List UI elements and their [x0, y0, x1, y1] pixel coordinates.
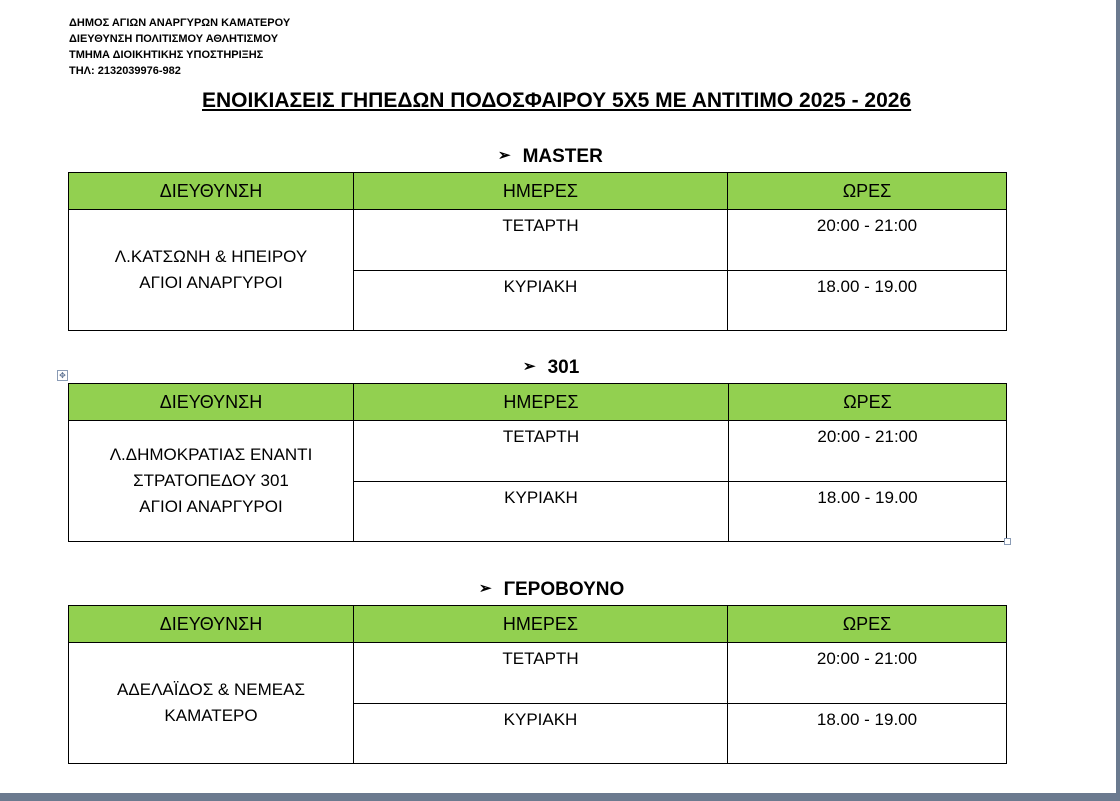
column-header-days: ΗΜΕΡΕΣ — [354, 384, 729, 421]
day-cell: ΚΥΡΙΑΚΗ — [354, 704, 728, 764]
header-line-phone: ΤΗΛ: 2132039976-982 — [69, 65, 181, 77]
address-cell — [69, 643, 354, 764]
page-edge-bottom — [0, 793, 1120, 801]
address-line: ΣΤΡΑΤΟΠΕΔΟΥ 301 — [133, 471, 289, 490]
hours-cell: 20:00 - 21:00 — [729, 421, 1007, 482]
document-title: ΕΝΟΙΚΙΑΣΕΙΣ ΓΗΠΕΔΩΝ ΠΟΔΟΣΦΑΙΡΟΥ 5Χ5 ΜΕ ΑΝΤΙΤΙΜΟ 2025 - 2026 — [202, 89, 912, 112]
section-heading-label: ΓΕΡΟΒΟΥΝΟ — [503, 579, 625, 600]
arrow-bullet-icon: ➢ — [523, 358, 536, 375]
table-header-row — [69, 606, 1007, 643]
header-line-directorate: ΔΙΕΥΘΥΝΣΗ ΠΟΛΙΤΙΣΜΟΥ ΑΘΛΗΤΙΣΜΟΥ — [69, 33, 279, 45]
table-row — [69, 643, 1007, 704]
address-line: ΚΑΜΑΤΕΡΟ — [164, 706, 258, 725]
section-heading-label: 301 — [547, 357, 580, 378]
hours-cell: 18.00 - 19.00 — [729, 482, 1007, 542]
day-cell: ΚΥΡΙΑΚΗ — [354, 482, 729, 542]
page-edge-right — [1116, 0, 1120, 801]
section-heading-master — [498, 146, 603, 168]
address-line: ΑΓΙΟΙ ΑΝΑΡΓΥΡΟΙ — [139, 497, 283, 516]
arrow-bullet-icon: ➢ — [479, 580, 492, 597]
column-header-days: ΗΜΕΡΕΣ — [354, 606, 728, 643]
day-cell: ΤΕΤΑΡΤΗ — [354, 210, 728, 271]
schedule-table-gerovouno — [68, 605, 1007, 764]
address-line: ΑΔΕΛΑΪΔΟΣ & ΝΕΜΕΑΣ — [117, 680, 305, 699]
section-heading-301 — [523, 357, 579, 379]
address-cell — [69, 421, 354, 542]
hours-cell: 20:00 - 21:00 — [728, 210, 1007, 271]
section-heading-gerovouno — [479, 579, 624, 601]
address-cell — [69, 210, 354, 331]
day-cell: ΤΕΤΑΡΤΗ — [354, 643, 728, 704]
address-line: ΑΓΙΟΙ ΑΝΑΡΓΥΡΟΙ — [139, 273, 283, 292]
column-header-days: ΗΜΕΡΕΣ — [354, 173, 728, 210]
table-row — [69, 421, 1007, 482]
column-header-hours: ΩΡΕΣ — [729, 384, 1007, 421]
column-header-address: ΔΙΕΥΘΥΝΣΗ — [69, 606, 354, 643]
hours-cell: 18.00 - 19.00 — [728, 704, 1007, 764]
organization-header — [69, 15, 290, 79]
header-line-municipality: ΔΗΜΟΣ ΑΓΙΩΝ ΑΝΑΡΓΥΡΩΝ ΚΑΜΑΤΕΡΟΥ — [69, 17, 291, 29]
hours-cell: 18.00 - 19.00 — [728, 271, 1007, 331]
move-cross-icon[interactable]: ✥ — [57, 370, 68, 381]
column-header-hours: ΩΡΕΣ — [728, 606, 1007, 643]
address-line: Λ.ΔΗΜΟΚΡΑΤΙΑΣ ΕΝΑΝΤΙ — [109, 445, 313, 464]
day-cell: ΤΕΤΑΡΤΗ — [354, 421, 729, 482]
column-header-address: ΔΙΕΥΘΥΝΣΗ — [69, 384, 354, 421]
schedule-table-master — [68, 172, 1007, 331]
table-header-row — [69, 173, 1007, 210]
column-header-hours: ΩΡΕΣ — [728, 173, 1007, 210]
hours-cell: 20:00 - 21:00 — [728, 643, 1007, 704]
resize-square-icon[interactable] — [1004, 538, 1011, 545]
schedule-table-301 — [68, 383, 1007, 542]
section-heading-label: MASTER — [522, 146, 603, 167]
day-cell: ΚΥΡΙΑΚΗ — [354, 271, 728, 331]
arrow-bullet-icon: ➢ — [498, 147, 511, 164]
table-row — [69, 210, 1007, 271]
column-header-address: ΔΙΕΥΘΥΝΣΗ — [69, 173, 354, 210]
header-line-department: ΤΜΗΜΑ ΔΙΟΙΚΗΤΙΚΗΣ ΥΠΟΣΤΗΡΙΞΗΣ — [69, 49, 264, 61]
table-header-row — [69, 384, 1007, 421]
address-line: Λ.ΚΑΤΣΩΝΗ & ΗΠΕΙΡΟΥ — [114, 247, 308, 266]
